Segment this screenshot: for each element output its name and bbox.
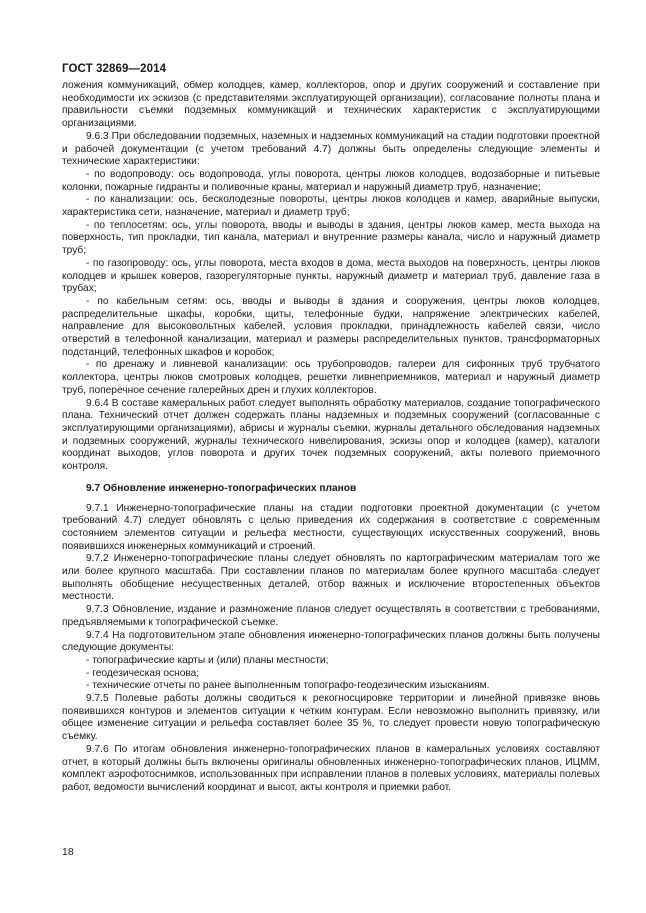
paragraph-9-7-2: 9.7.2 Инженерно-топографические планы следует обновлять по картографическим материалам того же или более крупного масштаба. При составлении планов по материалам более крупного масштаба следует выполнять обобщение несущественных деталей, отбор важных и исключение второстепенных объектов местности. [62,553,600,603]
paragraph-9-6-4: 9.6.4 В составе камеральных работ следует выполнять обработку материалов, создание топографического плана. Технический отчет должен содержать планы надземных и подземных сооружений (согласованные с эксплуатирующими организациями), абрисы и журналы съемки, журналы детального обследования надземных и подземных сооружений, журналы технического нивелирования, эскизы опор и колодцев (камер), каталоги координат выходов, углов поворота и других точек подземных сооружений, акты полевого приемочного контроля. [62,397,600,473]
list-item-cable: - по кабельным сетям: ось, вводы и выводы в здания и сооружения, центры люков колодцев, распределительные шкафы, коробки, щиты, телефонные будки, напряжение электрических кабелей, направление для высоковольтных кабелей, условия прокладки, принадлежность кабелей связи, число отверстий в телефонной канализации, материал и размеры распределительных пунктов, трансформаторных подстанций, телефонных шкафов и коробок; [62,295,600,358]
paragraph: ложения коммуникаций, обмер колодцев, камер, коллекторов, опор и других сооружений и составление при необходимости их эскизов (с представителями эксплуатирующей организации), согласование полноты плана и правильности съемки подземных коммуникаций и технических характеристик с эксплуатирующими организациями. [62,80,600,130]
list-item-drainage: - по дренажу и ливневой канализации: ось трубопроводов, галереи для сифонных труб трубчатого коллектора, центры люков смотровых колодцев, решетки ливнеприемников, материал и наружный диаметр труб, поперечное сечение галерейных дрен и глухих коллекторов. [62,359,600,396]
paragraph-9-7-6: 9.7.6 По итогам обновления инженерно-топографических планов в камеральных условиях составляют отчет, в который должны быть включены оригиналы обновленных инженерно-топографических планов, ИЦММ, комплект аэрофотоснимков, использованных при исправлении планов в полевых условиях, материалы полевых работ, ведомости вычислений координат и высот, акты контроля и приемки работ. [62,743,600,793]
list-item-maps: - топографические карты и (или) планы местности; [86,654,329,666]
document-header: ГОСТ 32869—2014 [62,63,167,75]
list-item-heat: - по теплосетям: ось, углы поворота, вводы и выводы в здания, центры люков камер, места выхода на поверхность, тип прокладки, тип канала, материал и внутренние размеры канала, число и наружный диаметр труб; [62,219,600,257]
list-item-sewer: - по канализации: ось, бесколодезные повороты, центры люков колодцев и камер, аварийные выпуски, характеристика сети, назначение, материал и диаметр труб; [62,194,600,219]
paragraph-9-7-3: 9.7.3 Обновление, издание и размножение планов следует осуществлять в соответствии с требованиями, предъявляемыми к топографической съемке. [62,604,600,628]
paragraph-9-7-1: 9.7.1 Инженерно-топографические планы на стадии подготовки проектной документации (с учетом требований 4.7) следует обновлять с целью приведения их содержания в соответствие с современным состоянием элементов ситуации и рельефа местности, существующих искусственных сооружений, вновь появившихся инженерных коммуникаций и строений. [62,502,600,552]
list-item-gas: - по газопроводу: ось, углы поворота, места входов в дома, места выходов на поверхность, центры люков колодцев и крышек коверов, газорегуляторные пункты, наружный диаметр и материал труб, давление газа в трубах; [62,257,600,295]
list-item-water: - по водопроводу: ось водопровода, углы поворота, центры люков колодцев, водозаборные и питьевые колонки, пожарные гидранты и поливочные краны, материал и наружный диаметр труб, назначение; [62,168,600,193]
list-item-reports: - технические отчеты по ранее выполненным топографо-геодезическим изысканиям. [86,680,490,692]
page-number: 18 [62,846,74,858]
paragraph-9-6-3: 9.6.3 При обследовании подземных, наземных и надземных коммуникаций на стадии подготовки проектной и рабочей документации (с учетом требований 4.7) должны быть определены следующие элементы и технические характеристики: [62,130,600,168]
document-body [62,80,600,795]
paragraph-9-7-4: 9.7.4 На подготовительном этапе обновления инженерно-топографических планов должны быть получены следующие документы: [62,629,600,654]
paragraph-9-7-5: 9.7.5 Полевые работы должны сводиться к рекогносцировке территории и линейной привязке вновь появившихся контуров и элементов ситуации к четким контурам. Если невозможно выполнить привязку, или общее изменение ситуации и рельефа составляет более 35 %, то следует провести новую топографическую съемку. [62,693,600,743]
list-item-geodetic-base: - геодезическая основа; [86,667,200,679]
section-title-9-7: 9.7 Обновление инженерно-топографических планов [86,482,357,494]
